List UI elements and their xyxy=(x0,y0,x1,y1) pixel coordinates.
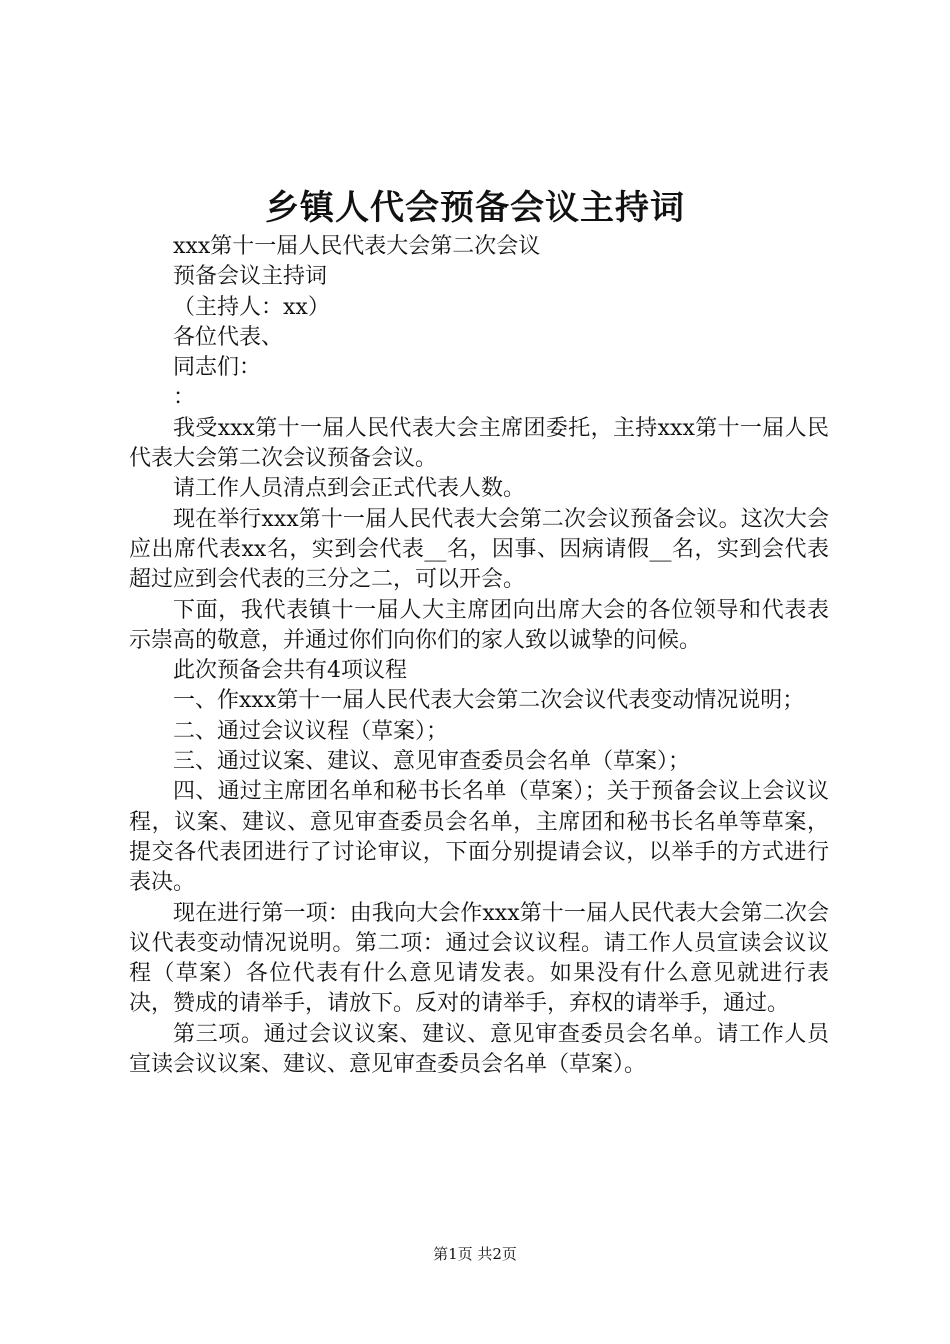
paragraph: 现在举行xxx第十一届人民代表大会第二次会议预备会议。这次大会应出席代表xx名，实到会代表__名，因事、因病请假__名，实到会代表超过应到会代表的三分之二，可以开会。 xyxy=(129,506,829,593)
paragraph: 下面，我代表镇十一届人大主席团向出席大会的各位领导和代表表示崇高的敬意，并通过你们向你们的家人致以诚挚的问候。 xyxy=(129,597,829,653)
paragraph: 二、通过会议议程（草案）； xyxy=(173,718,449,744)
paragraph: 同志们： xyxy=(173,355,262,381)
paragraph: 预备会议主持词 xyxy=(173,264,328,290)
paragraph: 四、通过主席团名单和秘书长名单（草案）；关于预备会议上会议议程，议案、建议、意见审查委员会名单，主席团和秘书长名单等草案，提交各代表团进行了讨论审议，下面分别提请会议，以举手的方式进行表决。 xyxy=(129,779,829,896)
document-body xyxy=(129,232,829,1080)
paragraph: 我受xxx第十一届人民代表大会主席团委托，主持xxx第十一届人民代表大会第二次会议预备会议。 xyxy=(129,415,829,472)
paragraph: xxx第十一届人民代表大会第二次会议 xyxy=(173,234,541,259)
paragraph: 各位代表、 xyxy=(173,324,284,350)
paragraph: 现在进行第一项：由我向大会作xxx第十一届人民代表大会第二次会议代表变动情况说明。第二项：通过会议议程。请工作人员宣读会议议程（草案）各位代表有什么意见请发表。如果没有什么意见就进行表决，赞成的请举手，请放下。反对的请举手，弃权的请举手，通过。 xyxy=(129,900,829,1017)
page-footer: 第1页 共2页 xyxy=(433,1245,517,1263)
paragraph: ： xyxy=(173,385,196,411)
paragraph: 此次预备会共有4项议程 xyxy=(173,658,407,684)
paragraph: 第三项。通过会议议案、建议、意见审查委员会名单。请工作人员宣读会议议案、建议、意见审查委员会名单（草案）。 xyxy=(129,1021,829,1078)
paragraph: （主持人：xx） xyxy=(173,294,330,320)
document-title: 乡镇人代会预备会议主持词 xyxy=(265,188,685,228)
paragraph: 请工作人员清点到会正式代表人数。 xyxy=(173,476,526,502)
paragraph: 三、通过议案、建议、意见审查委员会名单（草案）； xyxy=(173,749,691,775)
paragraph: 一、作xxx第十一届人民代表大会第二次会议代表变动情况说明； xyxy=(173,688,805,714)
